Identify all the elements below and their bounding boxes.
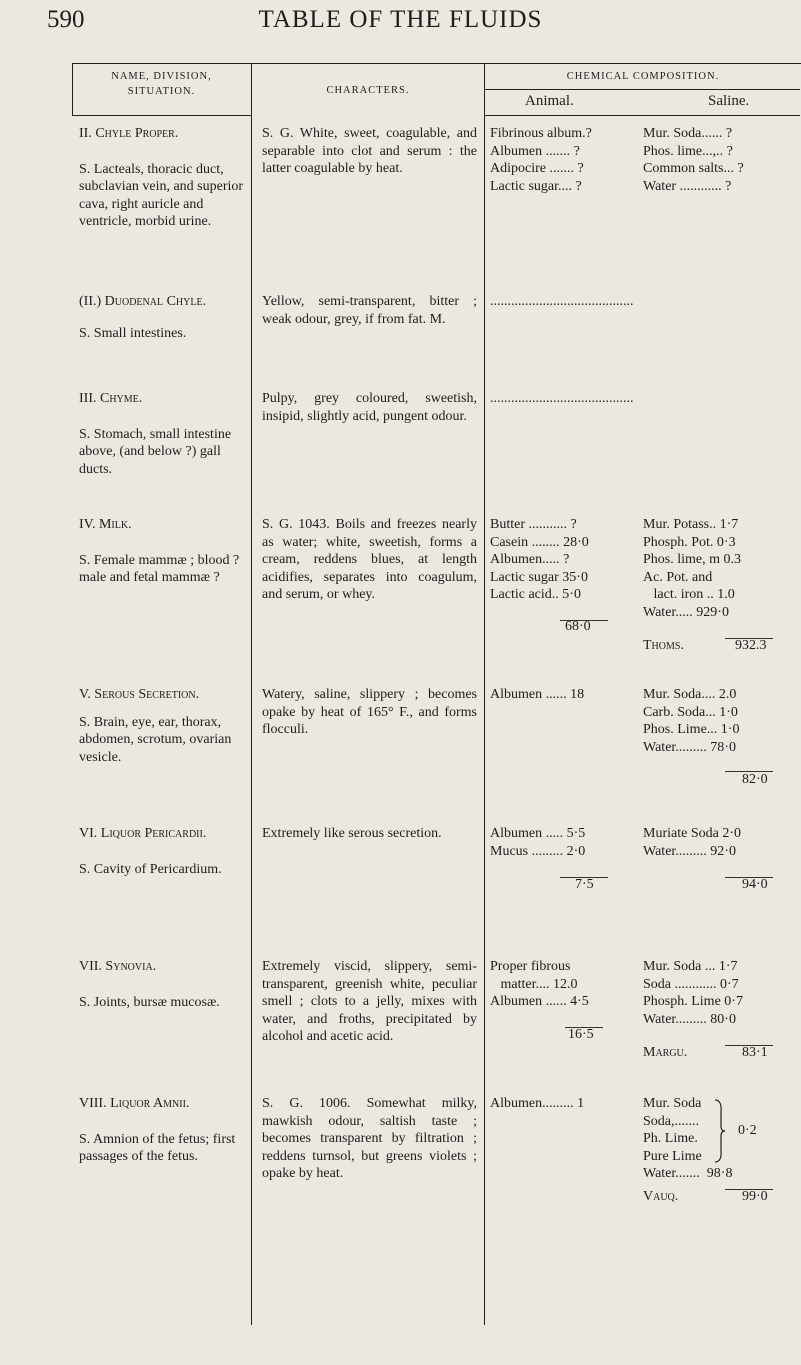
fluid-situation: S. Stomach, small intestine above, (and below ?) gall ducts. bbox=[79, 426, 232, 477]
fluid-characters: S. G. 1006. Somewhat milky, mawkish odour, saltish taste ; becomes transparent by filtration ; reddens turnsol, but greens violets ; opake by heat. bbox=[262, 1096, 477, 1181]
fluid-title: VII. Synovia. bbox=[79, 959, 157, 974]
header-name: NAME, DIVISION, SITUATION. bbox=[111, 71, 212, 97]
animal-composition: ......................................... bbox=[490, 391, 634, 406]
page-header bbox=[0, 4, 801, 44]
saline-composition: Mur. Soda.... 2.0 Carb. Soda... 1·0 Phos. Lime... 1·0 Water......... 78·0 bbox=[643, 687, 740, 755]
fluid-characters: S. G. 1043. Boils and freezes nearly as water; white, sweetish, forms a cream, reddens blues, at length acidifies, separates into coagulum, and serum, or whey. bbox=[262, 517, 477, 602]
animal-composition: Fibrinous album.? Albumen ....... ? Adipocire ....... ? Lactic sugar.... ? bbox=[490, 126, 592, 194]
animal-composition: Albumen......... 1 bbox=[490, 1096, 585, 1111]
fluid-title: VIII. Liquor Amnii. bbox=[79, 1096, 190, 1111]
header-saline: Saline. bbox=[708, 93, 750, 109]
fluid-characters: Extremely like serous secretion. bbox=[262, 826, 442, 841]
animal-total: 16·5 bbox=[568, 1027, 594, 1042]
animal-total: 68·0 bbox=[565, 619, 591, 634]
fluid-situation: S. Lacteals, thoracic duct, subclavian vein, and superior cava, right auricle and ventricle, morbid urine. bbox=[79, 161, 244, 229]
saline-total: 932.3 bbox=[735, 638, 767, 653]
saline-group-value: 0·2 bbox=[738, 1123, 757, 1138]
animal-composition: Butter ........... ? Casein ........ 28·0 Albumen..... ? Lactic sugar 35·0 Lactic acid.. 5·0 bbox=[490, 517, 589, 602]
fluid-title: (II.) Duodenal Chyle. bbox=[79, 294, 207, 309]
fluid-title: V. Serous Secretion. bbox=[79, 687, 200, 702]
animal-composition: Proper fibrous matter.... 12.0 Albumen ...... 4·5 bbox=[490, 959, 589, 1009]
column-rule-2 bbox=[484, 63, 485, 1325]
fluid-characters: Extremely viscid, slippery, semi-transparent, greenish white, peculiar smell ; clots to a jelly, mixes with water, and froths, precipitated by alcohol and acetic acid. bbox=[262, 959, 477, 1044]
row-serous-secretion-name bbox=[79, 686, 247, 766]
fluid-title: III. Chyme. bbox=[79, 391, 143, 406]
row-milk-name bbox=[79, 516, 247, 587]
saline-total: 82·0 bbox=[742, 772, 768, 787]
saline-total: 83·1 bbox=[742, 1045, 768, 1060]
header-animal: Animal. bbox=[525, 93, 574, 109]
animal-total: 7·5 bbox=[575, 877, 594, 892]
fluid-situation: S. Amnion of the fetus; first passages of the fetus. bbox=[79, 1131, 236, 1164]
row-liquor-amnii-name bbox=[79, 1095, 247, 1166]
row-duodenal-chyle-name bbox=[79, 293, 247, 342]
table-top-rule bbox=[72, 63, 801, 64]
page-title: TABLE OF THE FLUIDS bbox=[258, 6, 543, 33]
fluid-characters: Watery, saline, slippery ; becomes opake by heat of 165° F., and forms flocculi. bbox=[262, 687, 477, 737]
fluid-situation: S. Joints, bursæ mucosæ. bbox=[79, 994, 220, 1010]
saline-composition: Muriate Soda 2·0 Water......... 92·0 bbox=[643, 826, 741, 859]
fluid-characters: Yellow, semi-transparent, bitter ; weak odour, grey, if from fat. M. bbox=[262, 294, 477, 327]
header-characters: CHARACTERS. bbox=[326, 85, 410, 96]
header-rule-name bbox=[72, 115, 252, 116]
animal-composition: Albumen ..... 5·5 Mucus ......... 2·0 bbox=[490, 826, 586, 859]
row-chyme-name bbox=[79, 390, 247, 478]
fluid-characters: Pulpy, grey coloured, sweetish, insipid, slightly acid, pungent odour. bbox=[262, 391, 477, 424]
authority-signature: Vauq. bbox=[643, 1189, 679, 1204]
saline-composition: Mur. Soda...... ? Phos. lime...,.. ? Common salts... ? Water ............ ? bbox=[643, 126, 744, 194]
row-synovia-name bbox=[79, 958, 247, 1011]
header-rule-chem bbox=[484, 89, 800, 90]
fluid-situation: S. Brain, eye, ear, thorax, abdomen, scrotum, ovarian vesicle. bbox=[79, 714, 232, 765]
fluid-title: VI. Liquor Pericardii. bbox=[79, 826, 207, 841]
saline-total: 94·0 bbox=[742, 877, 768, 892]
fluid-title: IV. Milk. bbox=[79, 517, 132, 532]
animal-composition: ......................................... bbox=[490, 294, 634, 309]
page-number: 590 bbox=[47, 6, 85, 33]
animal-composition: Albumen ...... 18 bbox=[490, 687, 585, 702]
saline-composition: Mur. Potass.. 1·7 Phosph. Pot. 0·3 Phos. lime, m 0.3 Ac. Pot. and lact. iron .. 1.0 Water..... 929·0 bbox=[643, 517, 742, 620]
fluid-situation: S. Female mammæ ; blood ? male and fetal mammæ ? bbox=[79, 552, 240, 585]
saline-composition: Mur. Soda Soda,....... Ph. Lime. Pure Lime Water....... 98·8 bbox=[643, 1096, 733, 1181]
brace-icon bbox=[713, 1098, 727, 1164]
fluid-characters: S. G. White, sweet, coagulable, and separable into clot and serum : the latter coagulable by heat. bbox=[262, 126, 477, 176]
fluid-title: II. Chyle Proper. bbox=[79, 126, 179, 141]
column-rule-1 bbox=[251, 63, 252, 1325]
row-liquor-pericardii-name bbox=[79, 825, 247, 878]
authority-signature: Thoms. bbox=[643, 638, 684, 653]
fluid-situation: S. Cavity of Pericardium. bbox=[79, 861, 222, 877]
row-chyle-name bbox=[79, 125, 247, 231]
saline-composition: Mur. Soda ... 1·7 Soda ............ 0·7 Phosph. Lime 0·7 Water......... 80·0 bbox=[643, 959, 743, 1027]
header-rule-sub bbox=[484, 115, 800, 116]
saline-total: 99·0 bbox=[742, 1189, 768, 1204]
authority-signature: Margu. bbox=[643, 1045, 688, 1060]
header-chemical: CHEMICAL COMPOSITION. bbox=[566, 71, 720, 82]
fluid-situation: S. Small intestines. bbox=[79, 325, 187, 341]
